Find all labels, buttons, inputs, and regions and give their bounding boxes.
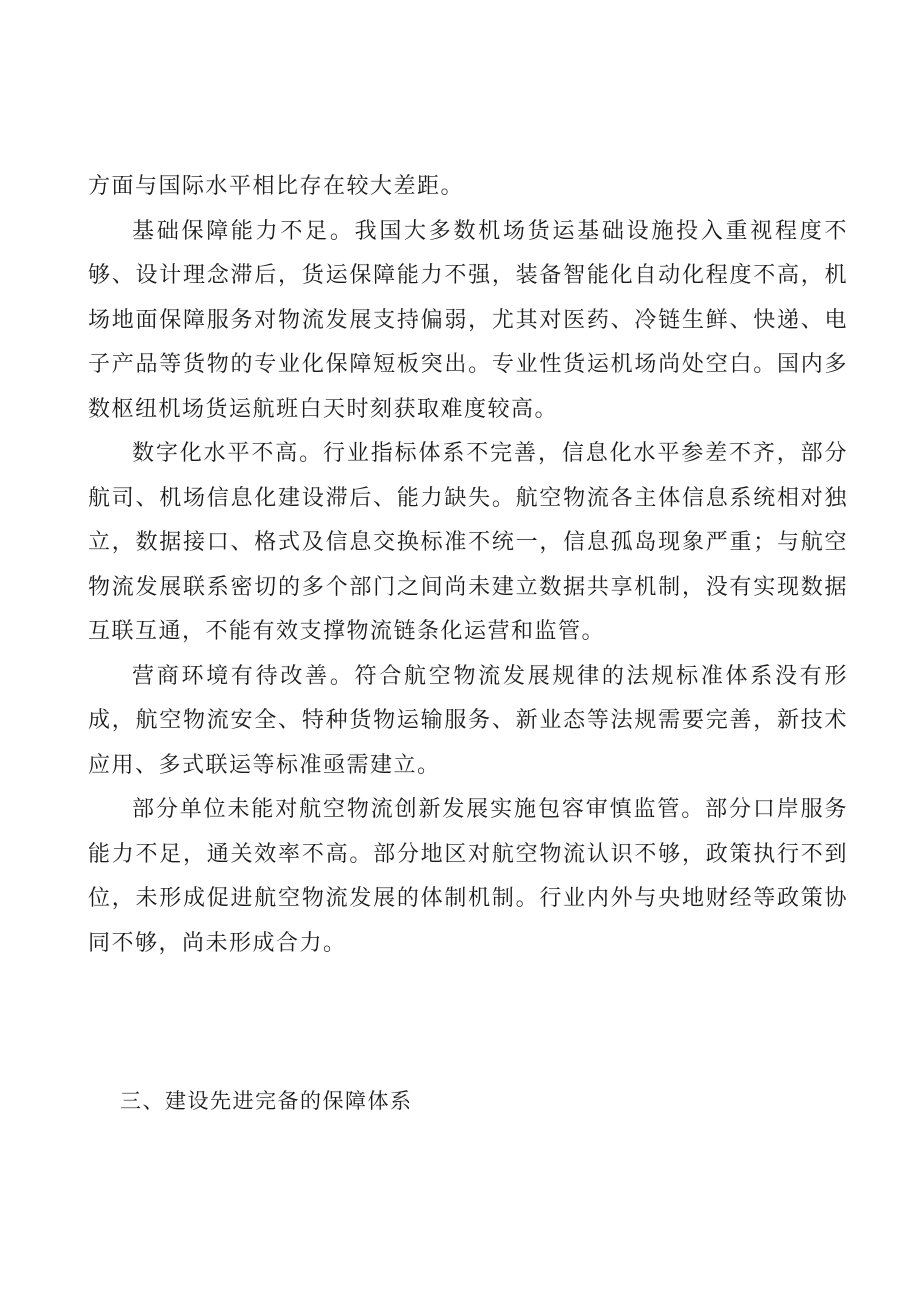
paragraph-continuation: 方面与国际水平相比存在较大差距。: [88, 174, 465, 199]
paragraph-digitalization: 数字化水平不高。行业指标体系不完善，信息化水平参差不齐，部分航司、机场信息化建设滞后、能力缺失。航空物流各主体信息系统相对独立，数据接口、格式及信息交换标准不统一，信息孤岛现象严重；与航空物流发展联系密切的多个部门之间尚未建立数据共享机制，没有实现数据互联互通，不能有效支撑物流链条化运营和监管。: [88, 441, 848, 644]
section-heading: 三、建设先进完备的保障体系: [120, 1089, 413, 1113]
paragraph-infrastructure: 基础保障能力不足。我国大多数机场货运基础设施投入重视程度不够、设计理念滞后，货运保障能力不强，装备智能化自动化程度不高，机场地面保障服务对物流发展支持偏弱，尤其对医药、冷链生鲜、快递、电子产品等货物的专业化保障短板突出。专业性货运机场尚处空白。国内多数枢纽机场货运航班白天时刻获取难度较高。: [88, 218, 848, 422]
paragraph-business-environment: 营商环境有待改善。符合航空物流发展规律的法规标准体系没有形成，航空物流安全、特种货物运输服务、新业态等法规需要完善，新技术应用、多式联运等标准亟需建立。: [88, 663, 848, 778]
paragraph-regulation: 部分单位未能对航空物流创新发展实施包容审慎监管。部分口岸服务能力不足，通关效率不高。部分地区对航空物流认识不够，政策执行不到位，未形成促进航空物流发展的体制机制。行业内外与央地财经等政策协同不够，尚未形成合力。: [88, 797, 848, 956]
body-text: [88, 165, 848, 966]
